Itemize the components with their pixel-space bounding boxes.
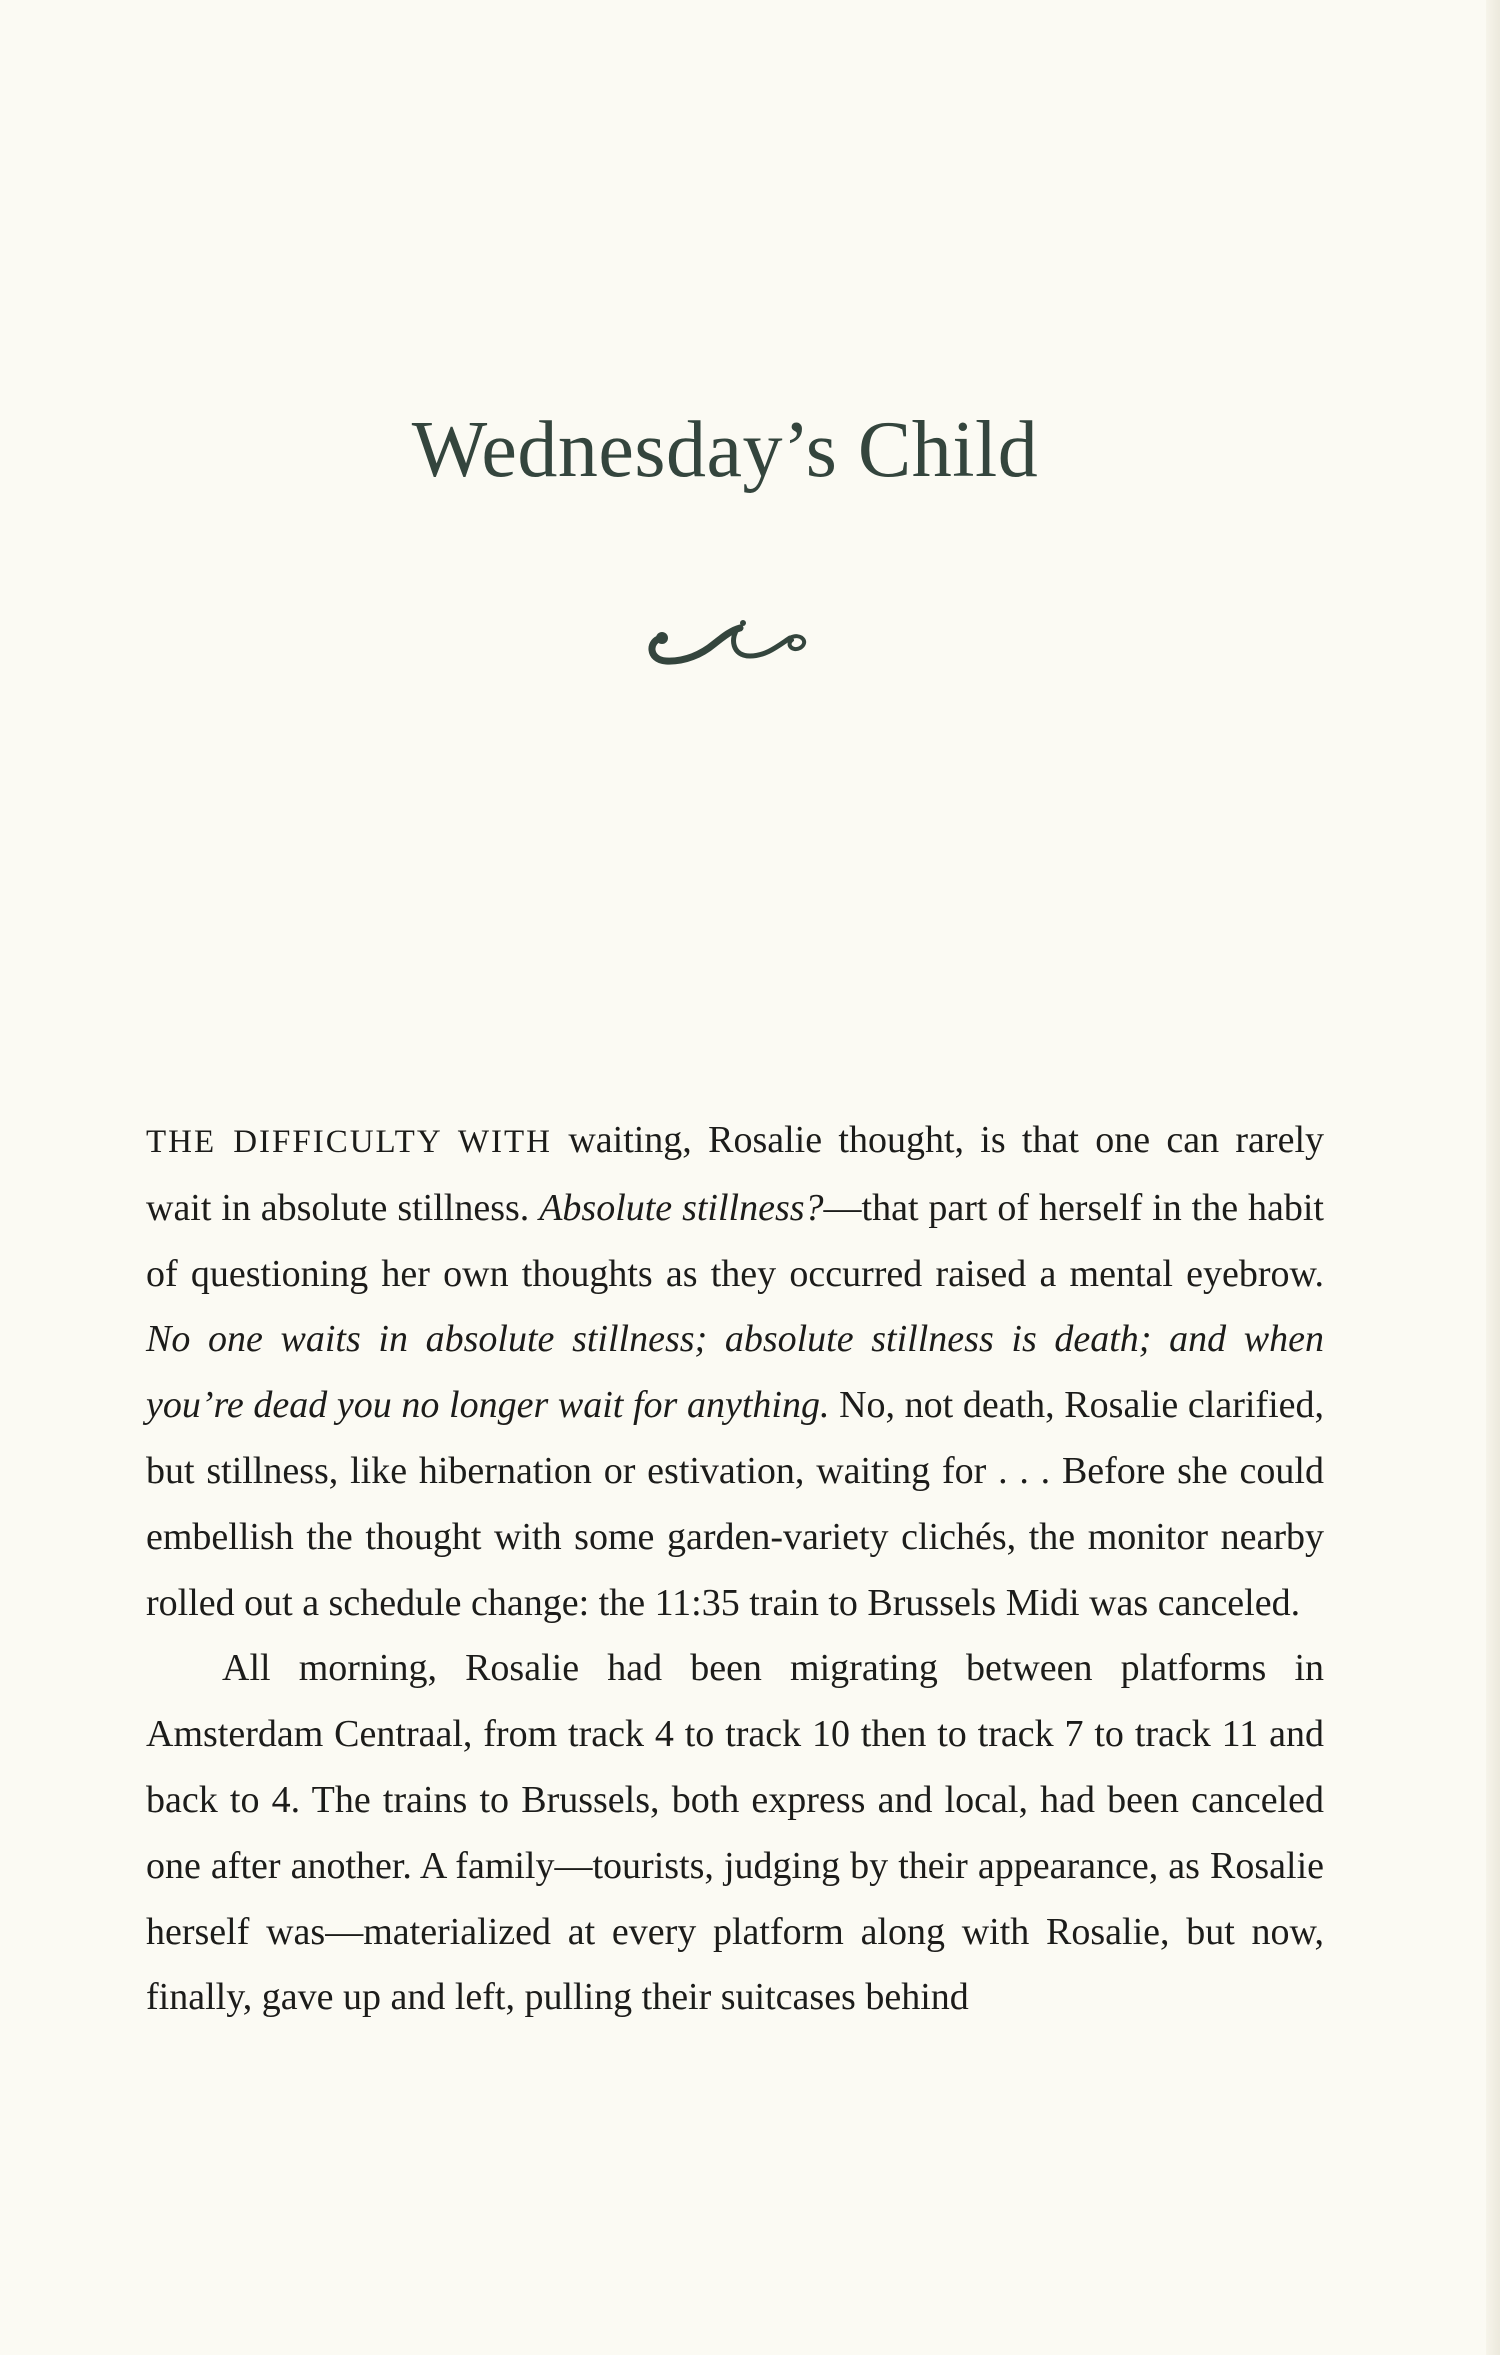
paragraph-1-text-2: —that part of herself in the habit of questioning her own thoughts as they occurred raised a mental eyebrow. bbox=[146, 1186, 1324, 1295]
paragraph-1-text-3: No, not death, Rosalie clarified, but stillness, like hibernation or estivation, waiting for . . . Before she could embellish the thought with some garden-variety clichés, the monitor nearby rolled out a schedule change: the 11:35 train to Brussels Midi was canceled. bbox=[146, 1384, 1325, 1624]
chapter-title: Wednesday’s Child bbox=[411, 406, 1039, 494]
chapter-body bbox=[146, 1108, 1324, 2031]
paragraph-1 bbox=[146, 1108, 1324, 1636]
lead-in-smallcaps: THE DIFFICULTY WITH bbox=[146, 1124, 553, 1160]
paragraph-1-text-1: waiting, Rosalie thought, is that one can rarely wait in absolute stillness. bbox=[146, 1119, 1324, 1229]
paragraph-2: All morning, Rosalie had been migrating between platforms in Amsterdam Centraal, from track 4 to track 10 then to track 7 to track 11 and back to 4. The trains to Brussels, both express and local, had been canceled one after another. A family—tourists, judging by their appearance, as Rosalie herself was—materialized at every platform along with Rosalie, but now, finally, gave up and left, pulling their suitcases behind bbox=[146, 1647, 1324, 2019]
page-edge bbox=[1486, 0, 1500, 2355]
swash-ornament-icon bbox=[640, 608, 810, 678]
italic-thought-1: Absolute stillness? bbox=[539, 1186, 824, 1229]
italic-thought-2: No one waits in absolute stillness; absolute stillness is death; and when you’re dead you no longer wait for anything. bbox=[146, 1318, 1324, 1427]
